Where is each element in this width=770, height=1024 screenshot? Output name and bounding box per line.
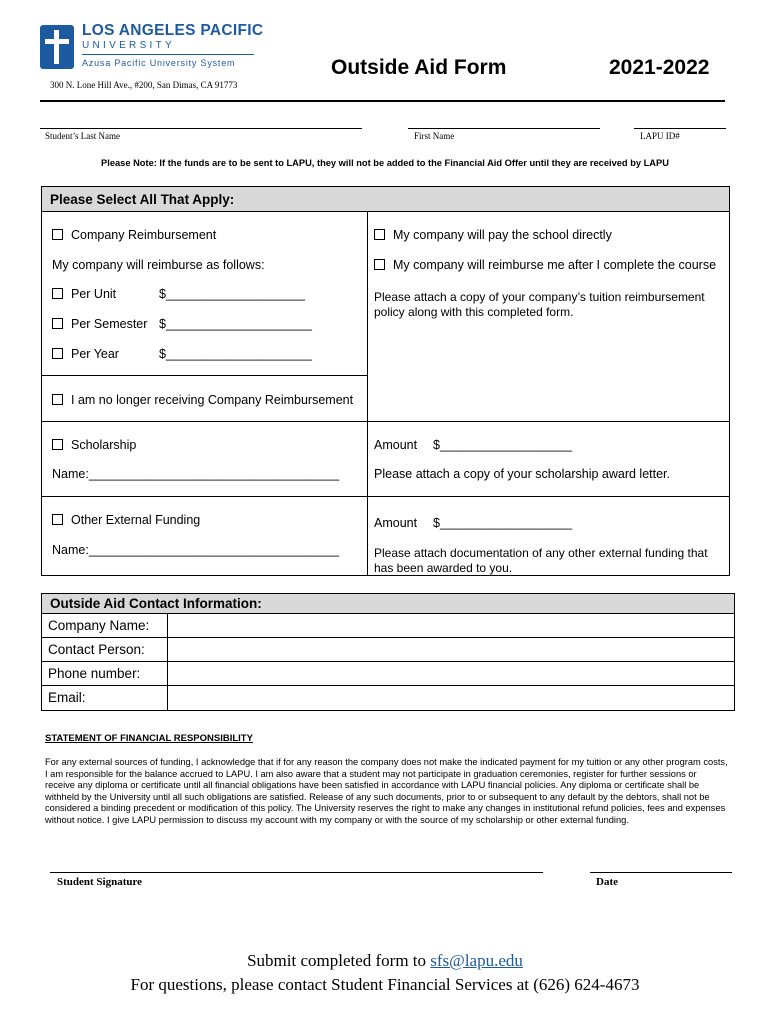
per-year-option[interactable] [52, 347, 119, 361]
pay-school-directly-label: My company will pay the school directly [393, 228, 612, 242]
email-field[interactable] [172, 686, 732, 710]
first-name-label: First Name [414, 131, 455, 141]
select-row-rule-3 [41, 496, 730, 497]
per-unit-label: Per Unit [71, 287, 117, 301]
last-name-field[interactable] [40, 128, 362, 129]
logo-university-name: LOS ANGELES PACIFIC [82, 22, 264, 39]
date-field[interactable] [590, 872, 732, 873]
select-heading-rule [41, 211, 730, 212]
contact-person-label: Contact Person: [48, 642, 145, 657]
scholarship-option[interactable] [52, 438, 136, 452]
reimburse-after-label: My company will reimburse me after I complete the course [393, 258, 717, 272]
per-semester-checkbox[interactable] [52, 318, 63, 329]
attach-other-note: Please attach documentation of any other external funding that has been awarded to you. [374, 546, 708, 575]
lapu-id-field[interactable] [634, 128, 726, 129]
per-semester-amount-field[interactable]: $_____________________ [159, 317, 312, 331]
scholarship-amount-label: Amount [374, 438, 418, 452]
no-longer-receiving-checkbox[interactable] [52, 394, 63, 405]
form-title: Outside Aid Form [331, 56, 507, 79]
logo-divider [82, 54, 254, 55]
scholarship-name-field[interactable]: Name:____________________________________ [52, 467, 340, 481]
statement-body: For any external sources of funding, I acknowledge that if for any reason the company does not make the indicated payment for my tuition or any other program costs, I am responsible for the balance accrued to LAPU. I am also aware that a student may not participate in graduation ceremonies, register for further sessions or receive any diploma or certificate until all financial obligations have been satisfied in accordance with LAPU financial policies. Any diploma or certificate shall be withheld by the University until all such obligations are satisfied. Release of any such documents, prior to or subsequent to any default by the debtors, shall not be considered a binding precedent or modification of this policy. The University reserves the right to make any changes in institutional refund policies, fees and expenses without notice. I give LAPU permission to discuss my account with my company or with the source of my scholarship or other external funding. [45, 757, 728, 825]
per-unit-amount-field[interactable]: $____________________ [159, 287, 305, 301]
student-signature-label: Student Signature [57, 876, 143, 888]
logo-university-word: UNIVERSITY [82, 40, 176, 51]
university-logo-mark [40, 25, 74, 69]
lapu-id-label: LAPU ID# [640, 131, 680, 141]
date-label: Date [596, 876, 618, 888]
per-year-amount-field[interactable]: $_____________________ [159, 347, 312, 361]
other-funding-label: Other External Funding [71, 513, 201, 527]
company-name-label: Company Name: [48, 618, 150, 633]
per-unit-checkbox[interactable] [52, 288, 63, 299]
other-amount-label: Amount [374, 516, 418, 530]
submit-email-link[interactable]: sfs@lapu.edu [430, 951, 523, 970]
other-funding-name-field[interactable]: Name:____________________________________ [52, 543, 340, 557]
scholarship-label: Scholarship [71, 438, 137, 452]
pay-school-directly-checkbox[interactable] [374, 229, 385, 240]
last-name-label: Student’s Last Name [45, 131, 120, 141]
scholarship-checkbox[interactable] [52, 439, 63, 450]
no-longer-receiving-label: I am no longer receiving Company Reimbursement [71, 393, 354, 407]
per-year-label: Per Year [71, 347, 119, 361]
company-name-field[interactable] [172, 614, 732, 636]
first-name-field[interactable] [408, 128, 600, 129]
other-funding-option[interactable] [52, 513, 200, 527]
contact-column-divider [167, 613, 168, 711]
university-address: 300 N. Lone Hill Ave., #200, San Dimas, CA 91773 [50, 80, 238, 90]
phone-number-label: Phone number: [48, 666, 141, 681]
student-signature-field[interactable] [50, 872, 543, 873]
questions-contact: For questions, please contact Student Financial Services at (626) 624-4673 [130, 975, 640, 994]
pay-school-directly-option[interactable] [374, 228, 612, 242]
other-amount-field[interactable]: $___________________ [433, 516, 573, 530]
contact-section-heading: Outside Aid Contact Information: [42, 594, 734, 613]
email-label: Email: [48, 690, 86, 705]
per-year-checkbox[interactable] [52, 348, 63, 359]
other-funding-checkbox[interactable] [52, 514, 63, 525]
logo-system-name: Azusa Pacific University System [82, 58, 236, 68]
reimburse-after-checkbox[interactable] [374, 259, 385, 270]
select-column-divider [367, 211, 368, 576]
reimburse-after-option[interactable] [374, 258, 716, 272]
company-reimbursement-option[interactable] [52, 228, 216, 242]
phone-number-field[interactable] [172, 662, 732, 684]
per-unit-option[interactable] [52, 287, 116, 301]
statement-heading: STATEMENT OF FINANCIAL RESPONSIBILITY [45, 733, 253, 744]
select-row-rule-2 [41, 421, 730, 422]
header-rule [40, 100, 725, 102]
scholarship-amount-field[interactable]: $___________________ [433, 438, 573, 452]
attach-scholarship-note: Please attach a copy of your scholarship award letter. [374, 467, 670, 481]
submit-prefix: Submit completed form to [247, 951, 431, 970]
company-reimbursement-checkbox[interactable] [52, 229, 63, 240]
funds-note: Please Note: If the funds are to be sent to LAPU, they will not be added to the Financial Aid Offer until they are received by LAPU [101, 158, 669, 168]
submit-instructions [0, 951, 770, 971]
no-longer-receiving-option[interactable] [52, 393, 353, 407]
per-semester-option[interactable] [52, 317, 147, 331]
per-semester-label: Per Semester [71, 317, 148, 331]
select-section-heading: Please Select All That Apply: [42, 187, 729, 211]
contact-person-field[interactable] [172, 638, 732, 660]
company-reimbursement-label: Company Reimbursement [71, 228, 217, 242]
reimburse-as-follows-label: My company will reimburse as follows: [52, 258, 265, 272]
attach-policy-note: Please attach a copy of your company’s tuition reimbursement policy along with this completed form. [374, 290, 705, 319]
academic-year: 2021-2022 [609, 56, 710, 79]
select-row-rule-left [41, 375, 367, 376]
